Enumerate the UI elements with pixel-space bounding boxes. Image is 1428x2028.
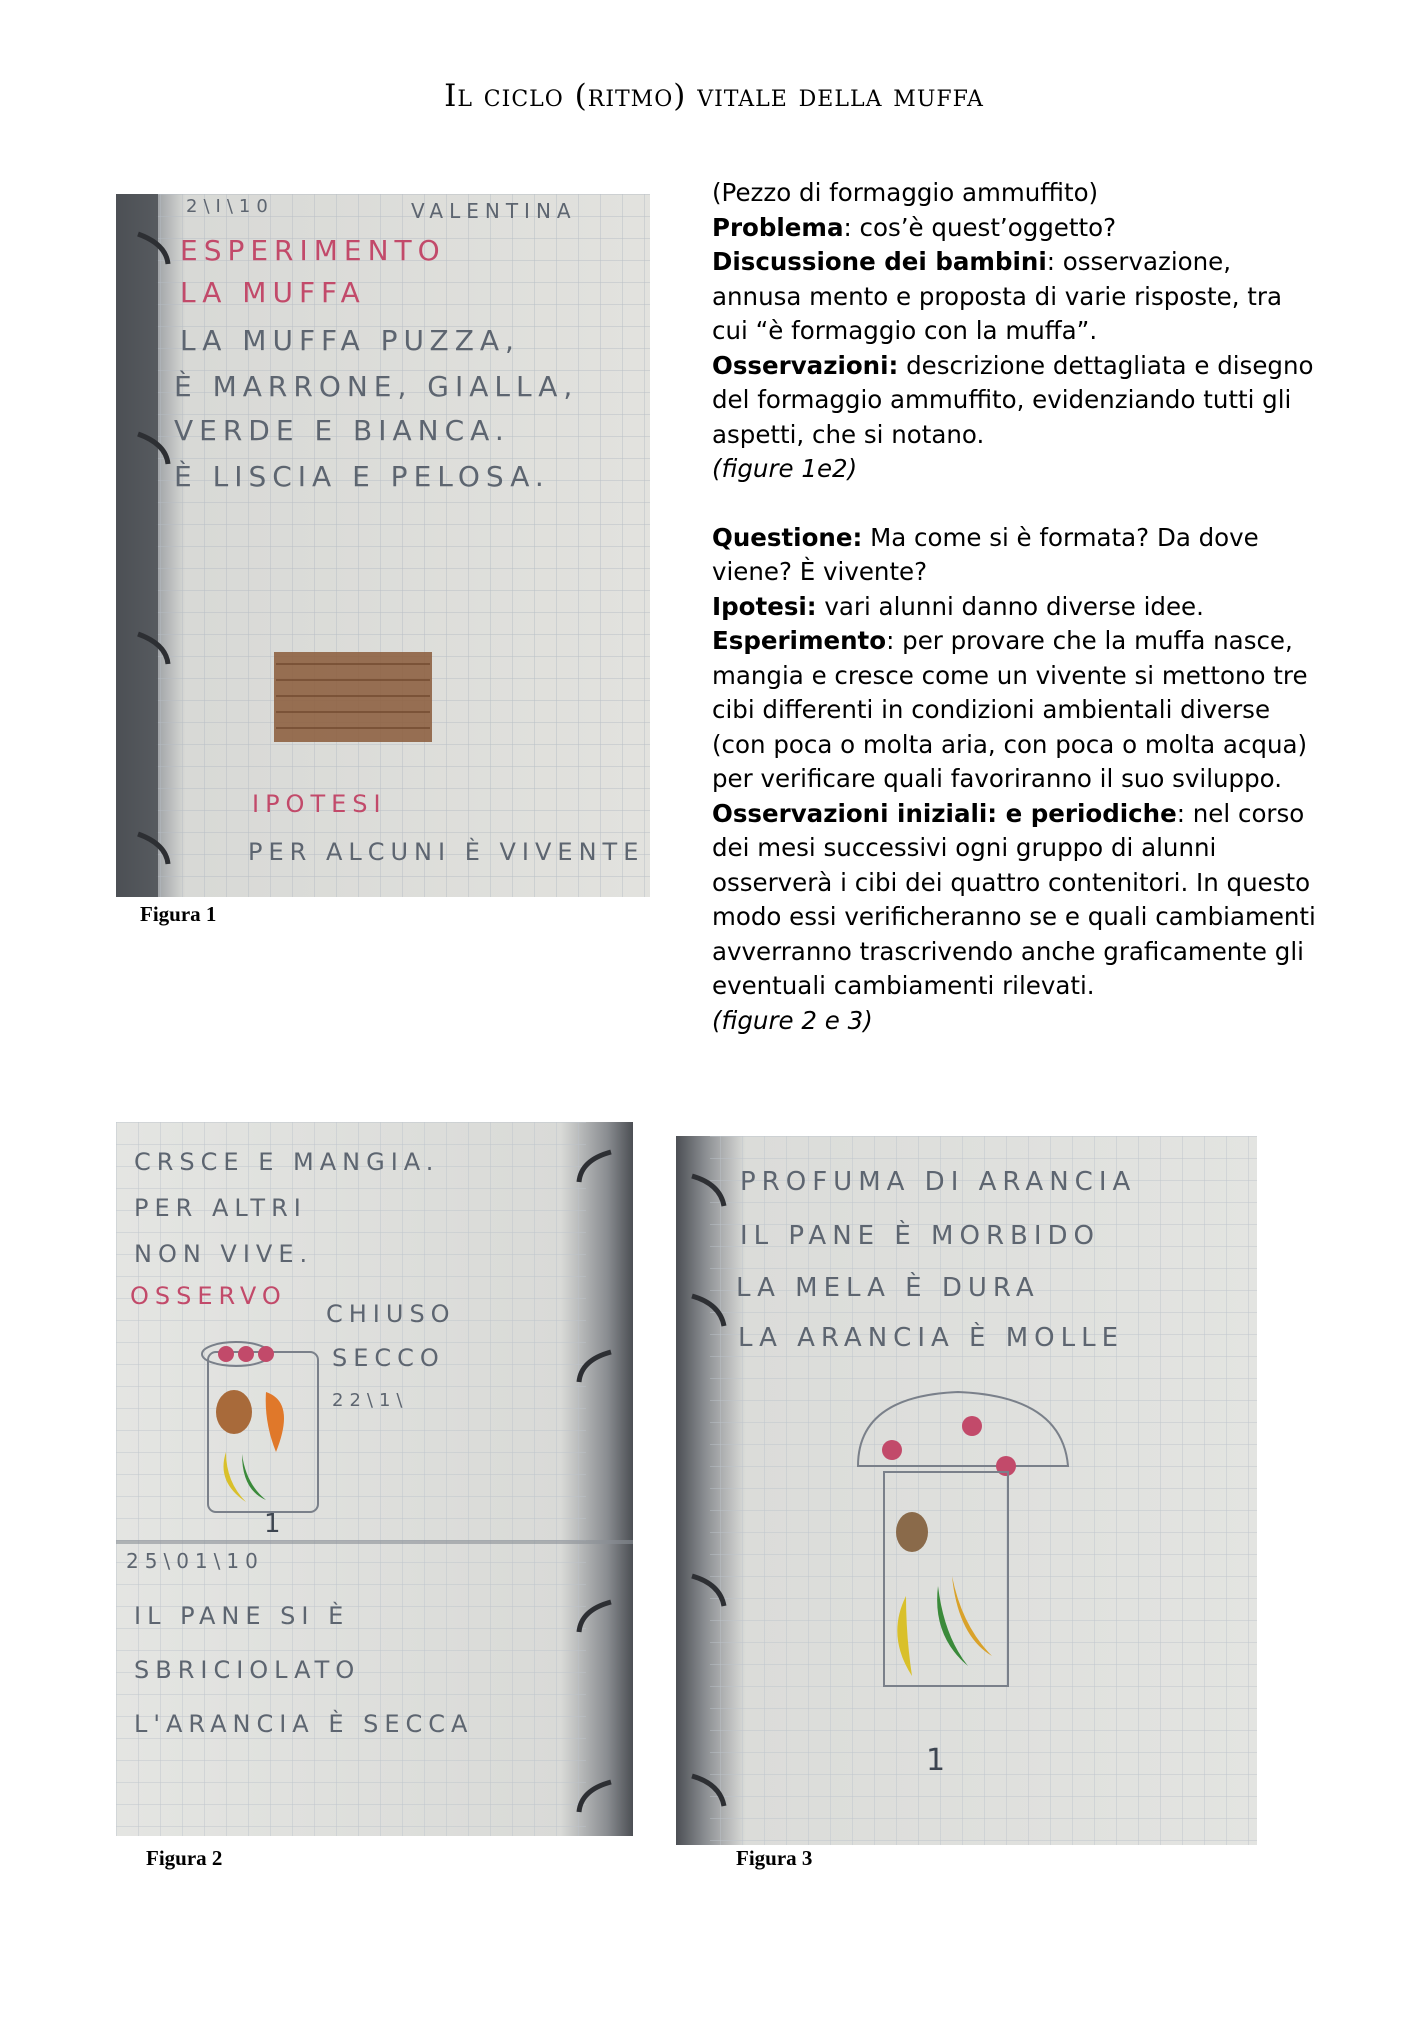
fig2-line: 25\01\10 bbox=[126, 1549, 264, 1573]
label-problema: Problema bbox=[712, 212, 844, 242]
paragraph-osservazioni-iniziali bbox=[712, 797, 1322, 1004]
fig2-line: SBRICIOLATO bbox=[134, 1656, 361, 1684]
figure-1-caption: Figura 1 bbox=[140, 902, 217, 926]
fig1-line: È MARRONE, GIALLA, bbox=[174, 370, 579, 403]
text-discussione: : osservazione, annusa mento e proposta di varie risposte, tra cui “è formaggio con la muffa”. bbox=[712, 247, 1282, 345]
figure-reference-2 bbox=[712, 1004, 1322, 1039]
label-osservazioni-iniziali: Osservazioni iniziali: e periodiche bbox=[712, 798, 1177, 828]
fig1-line: LA MUFFA PUZZA, bbox=[180, 324, 520, 357]
description-text bbox=[712, 176, 1322, 1038]
paragraph-questione bbox=[712, 521, 1322, 590]
fig3-line: LA ARANCIA È MOLLE bbox=[738, 1323, 1125, 1353]
fig2-line: L'ARANCIA È SECCA bbox=[134, 1710, 474, 1738]
figref-2: (figure 2 e 3) bbox=[712, 1005, 873, 1035]
text-osservazioni-iniziali: : nel corso dei mesi successivi ogni gruppo di alunni osserverà i cibi dei quattro contenitori. In questo modo essi verificheranno se e quali cambiamenti avverranno trascrivendo anche graficamente gli eventuali cambiamenti rilevati. bbox=[712, 798, 1316, 1000]
fig1-line: VERDE E BIANCA. bbox=[174, 414, 510, 447]
fig3-line: PROFUMA DI ARANCIA bbox=[740, 1167, 1137, 1197]
fig2-line: 1 bbox=[264, 1509, 287, 1539]
fig1-line: IPOTESI bbox=[252, 790, 387, 818]
figure-1-photo bbox=[116, 194, 650, 897]
paragraph-problema bbox=[712, 211, 1322, 246]
label-esperimento: Esperimento bbox=[712, 626, 887, 655]
text-problema: : cos’è quest’oggetto? bbox=[843, 212, 1117, 242]
figure-2-photo bbox=[116, 1122, 633, 1836]
label-ipotesi: Ipotesi: bbox=[712, 591, 817, 621]
page-title: Il ciclo (ritmo) vitale della muffa bbox=[444, 78, 984, 114]
figure-reference-1 bbox=[712, 452, 1322, 487]
figref-1: (figure 1e2) bbox=[712, 454, 858, 483]
figure-2-caption: Figura 2 bbox=[146, 1846, 223, 1870]
fig2-line: NON VIVE. bbox=[134, 1240, 314, 1268]
paragraph-ipotesi bbox=[712, 590, 1322, 625]
fig2-line: 22\1\ bbox=[332, 1390, 409, 1411]
fig3-line: IL PANE È MORBIDO bbox=[740, 1221, 1101, 1251]
fig1-line: È LISCIA E PELOSA. bbox=[174, 460, 550, 493]
figure-3-caption: Figura 3 bbox=[736, 1846, 813, 1870]
fig1-date: 2\I\10 bbox=[186, 196, 274, 217]
fig1-line: ESPERIMENTO bbox=[180, 234, 446, 267]
fig2-line: CRSCE E MANGIA. bbox=[134, 1148, 440, 1176]
paragraph-oggetto: (Pezzo di formaggio ammuffito) bbox=[712, 178, 1099, 207]
fig1-line: PER ALCUNI È VIVENTE bbox=[248, 838, 645, 866]
figure-3-photo bbox=[676, 1136, 1257, 1845]
paragraph-esperimento bbox=[712, 624, 1322, 797]
label-osservazioni: Osservazioni: bbox=[712, 350, 899, 380]
fig1-line: LA MUFFA bbox=[180, 276, 366, 309]
text-ipotesi: vari alunni danno diverse idee. bbox=[816, 591, 1204, 621]
text-questione: Ma come si è formata? Da dove viene? È vivente? bbox=[712, 522, 1259, 586]
text-osservazioni: descrizione dettagliata e disegno del formaggio ammuffito, evidenziando tutti gli aspetti, che si notano. bbox=[712, 350, 1314, 449]
text-esperimento: : per provare che la muffa nasce, mangia e cresce come un vivente si mettono tre cibi differenti in condizioni ambientali diverse (con poca o molta aria, con poca o molta acqua) per verificare quali favoriranno il suo sviluppo. bbox=[712, 626, 1308, 793]
fig3-line: 1 bbox=[926, 1743, 952, 1778]
fig3-line: LA MELA È DURA bbox=[736, 1273, 1040, 1303]
fig2-line: PER ALTRI bbox=[134, 1194, 307, 1222]
fig2-line: CHIUSO bbox=[326, 1300, 456, 1328]
label-questione: Questione: bbox=[712, 522, 863, 552]
fig2-line: SECCO bbox=[332, 1344, 445, 1372]
fig2-line: IL PANE SI È bbox=[134, 1602, 350, 1630]
label-discussione: Discussione dei bambini bbox=[712, 247, 1047, 276]
paragraph-discussione bbox=[712, 245, 1322, 349]
paragraph-osservazioni bbox=[712, 349, 1322, 453]
fig2-line: OSSERVO bbox=[130, 1282, 287, 1310]
fig1-name: VALENTINA bbox=[411, 199, 577, 223]
